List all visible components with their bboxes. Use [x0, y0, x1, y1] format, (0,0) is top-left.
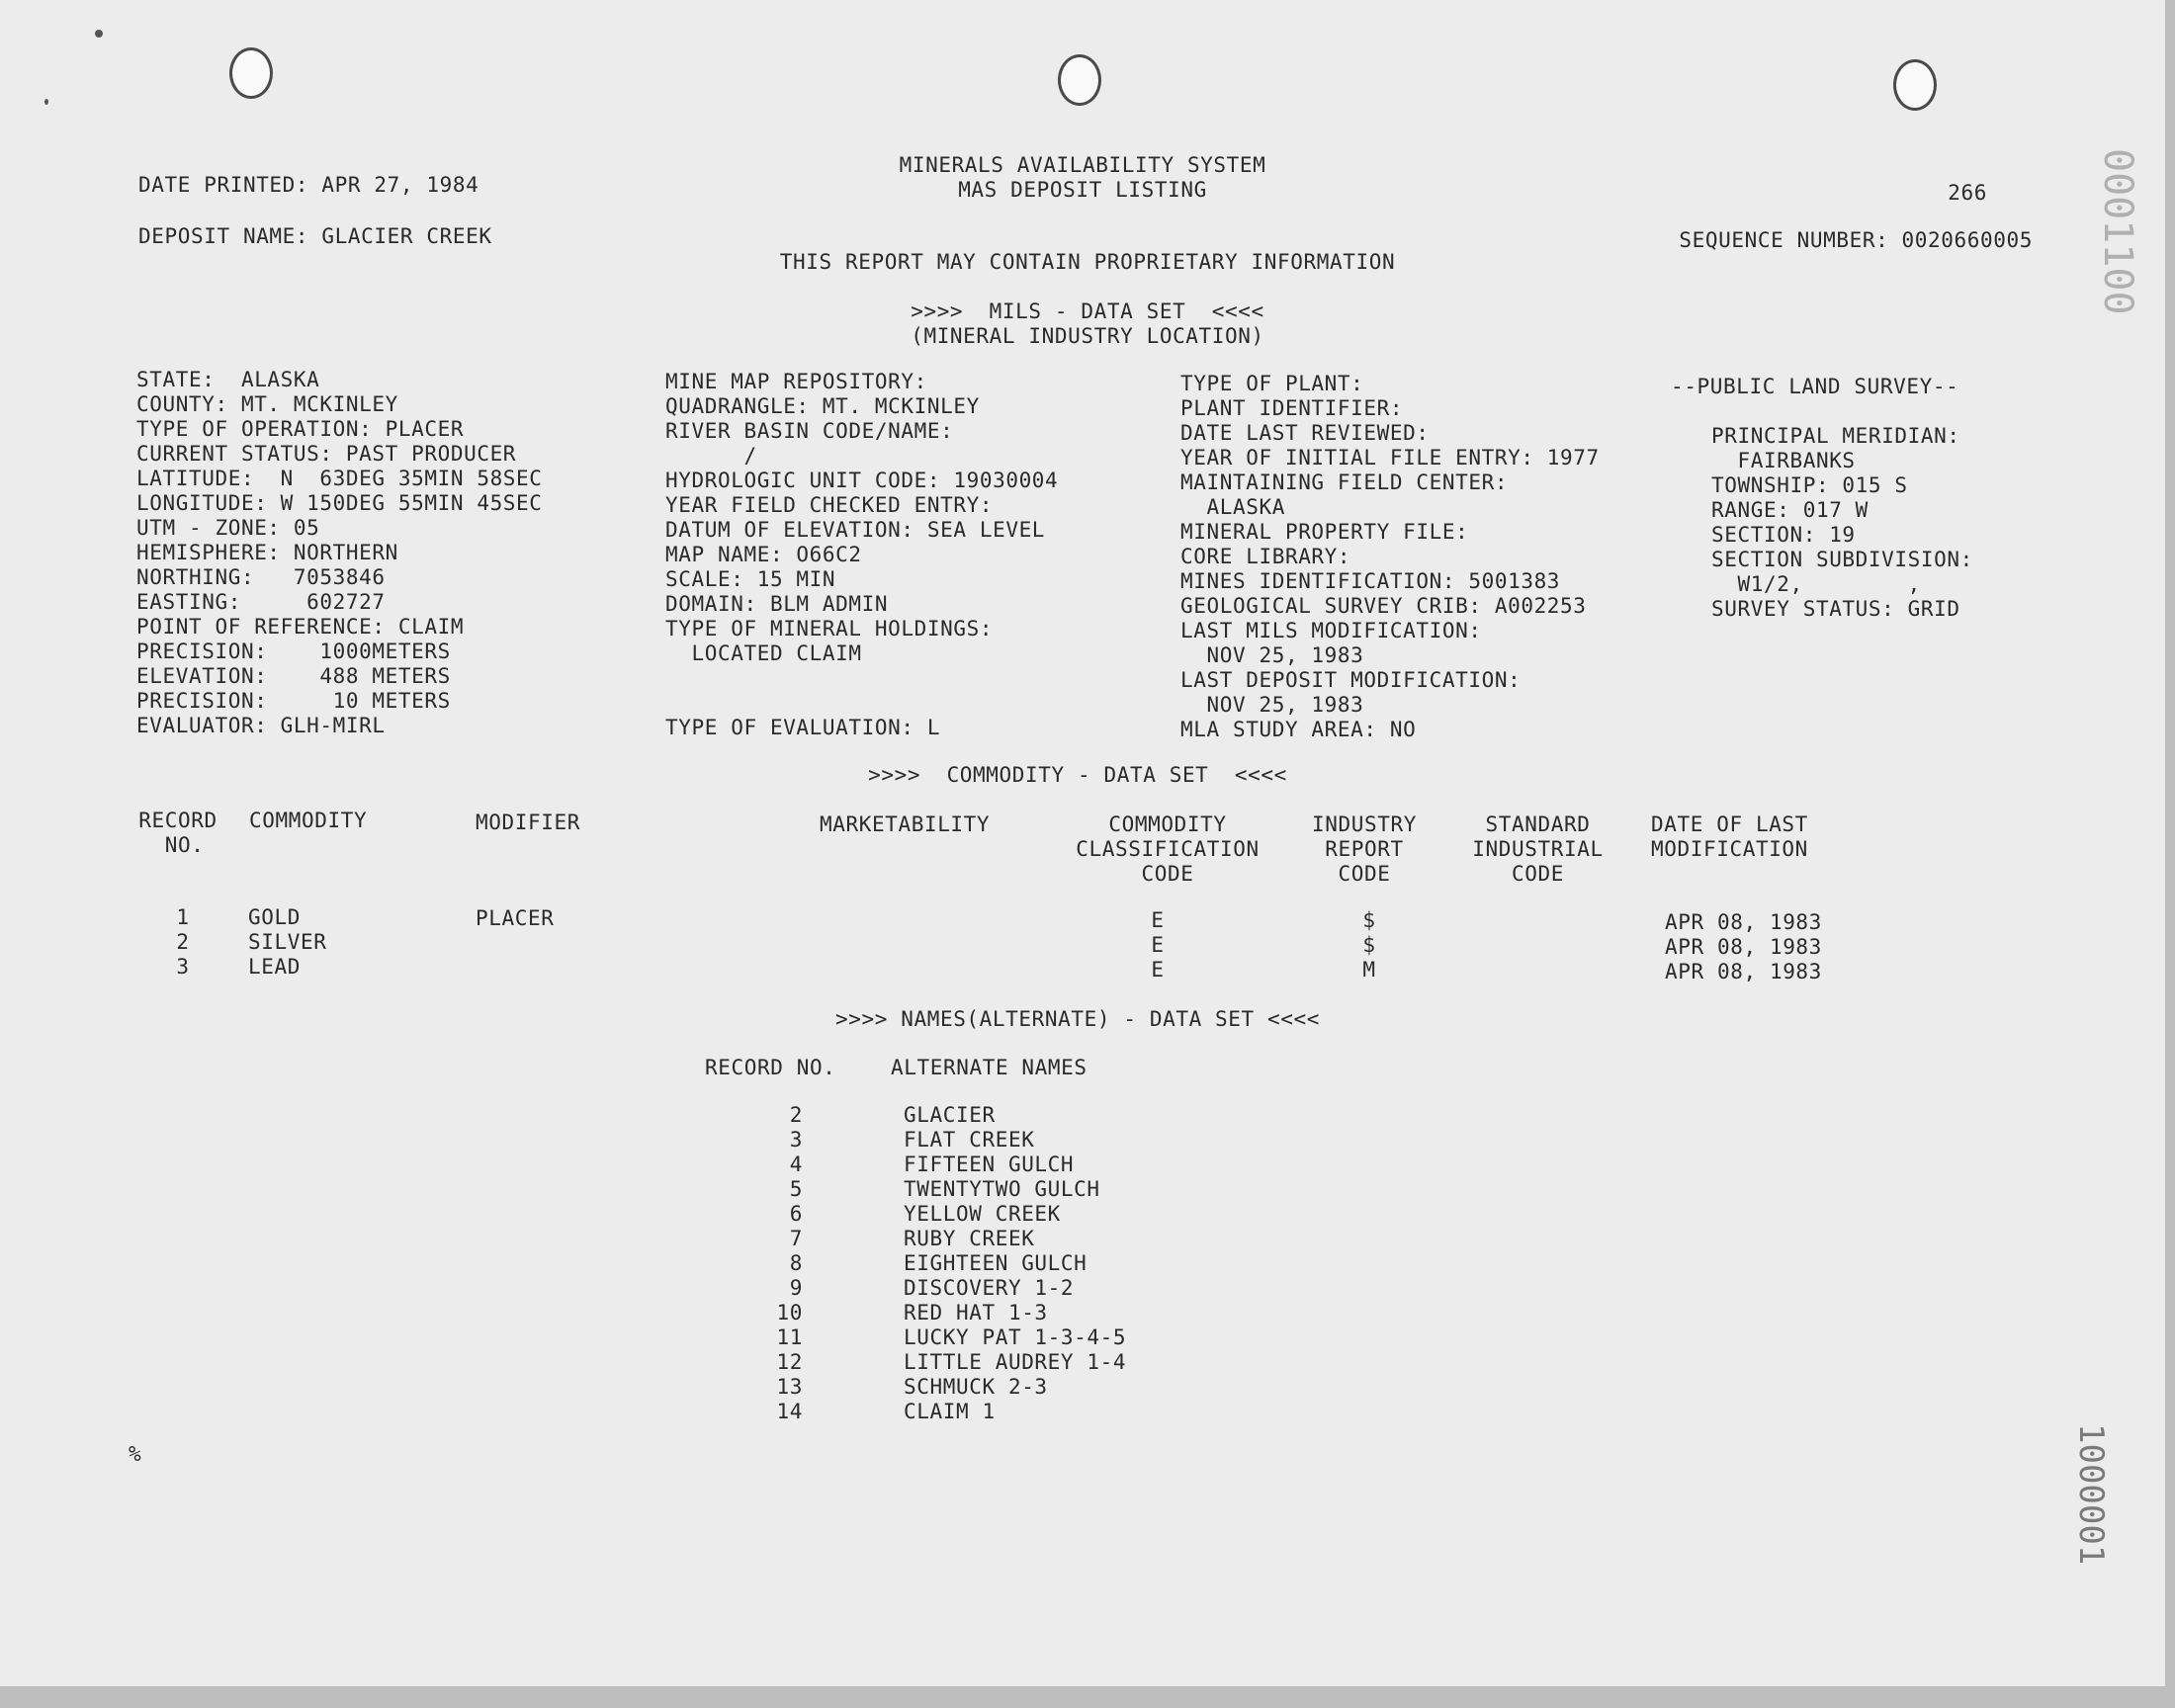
date-modification-header: DATE OF LAST MODIFICATION — [1651, 812, 1808, 861]
evaluator-line: EVALUATOR: GLH-MIRL — [136, 714, 386, 737]
record-number: 3 — [176, 955, 190, 979]
names-title: >>>> NAMES(ALTERNATE) - DATA SET <<<< — [835, 1007, 1320, 1031]
reference-point-line: POINT OF REFERENCE: CLAIM — [136, 615, 465, 639]
edge-stamp: 1000001 — [2071, 1423, 2111, 1566]
page-number: 266 — [1948, 181, 1987, 205]
subdivision-value: W1/2, , — [1711, 572, 1921, 596]
percent-mark: % — [129, 1442, 142, 1466]
alternate-name: FIFTEEN GULCH — [904, 1153, 1075, 1176]
alternate-name: DISCOVERY 1-2 — [904, 1276, 1075, 1300]
alternate-name: LUCKY PAT 1-3-4-5 — [904, 1325, 1127, 1349]
holdings-value: LOCATED CLAIM — [665, 641, 862, 665]
industry-code-header: INDUSTRY REPORT CODE — [1312, 812, 1417, 886]
mine-map-line: MINE MAP REPOSITORY: — [665, 370, 927, 393]
alternate-name: GLACIER — [904, 1103, 996, 1127]
mils-modification-line: LAST MILS MODIFICATION: — [1180, 619, 1482, 642]
proprietary-notice: THIS REPORT MAY CONTAIN PROPRIETARY INFORMATION — [779, 250, 1396, 274]
hydrologic-code-line: HYDROLOGIC UNIT CODE: 19030004 — [665, 469, 1059, 492]
land-survey-heading: --PUBLIC LAND SURVEY-- — [1671, 375, 1959, 398]
land-survey-column — [1711, 424, 1973, 622]
alternate-name: FLAT CREEK — [904, 1128, 1035, 1152]
precision-line: PRECISION: 1000METERS — [136, 640, 451, 663]
alternate-names-column — [904, 1103, 1126, 1424]
commodity-modifier: PLACER — [476, 906, 555, 930]
record-number: 11 — [776, 1325, 803, 1349]
alternate-name: TWENTYTWO GULCH — [904, 1177, 1100, 1201]
commodity-name: GOLD — [248, 905, 301, 929]
classification-header: COMMODITY CLASSIFICATION CODE — [1076, 812, 1260, 886]
plant-column — [1180, 372, 1600, 742]
classification-code: E — [1151, 908, 1165, 932]
alternate-name: RUBY CREEK — [904, 1227, 1035, 1250]
record-number: 7 — [789, 1227, 803, 1250]
mils-subtitle: (MINERAL INDUSTRY LOCATION) — [911, 324, 1264, 348]
record-number: 13 — [776, 1375, 803, 1399]
modification-date: APR 08, 1983 — [1665, 960, 1822, 983]
scan-speck — [95, 30, 103, 38]
survey-status-line: SURVEY STATUS: GRID — [1711, 597, 1960, 621]
commodity-name: SILVER — [248, 930, 327, 954]
elevation-datum-line: DATUM OF ELEVATION: SEA LEVEL — [665, 518, 1046, 542]
blank-line — [665, 691, 1058, 716]
deposit-modification-date: NOV 25, 1983 — [1180, 693, 1364, 717]
subdivision-line: SECTION SUBDIVISION: — [1711, 548, 1973, 571]
field-check-line: YEAR FIELD CHECKED ENTRY: — [665, 493, 994, 517]
mines-identification-line: MINES IDENTIFICATION: 5001383 — [1180, 569, 1561, 593]
blank-line — [665, 666, 1058, 691]
record-number: 6 — [789, 1202, 803, 1226]
elevation-line: ELEVATION: 488 METERS — [136, 664, 451, 688]
industry-code: $ — [1362, 908, 1376, 932]
record-number: 9 — [789, 1276, 803, 1300]
record-number: 4 — [789, 1153, 803, 1176]
record-number: 10 — [776, 1301, 803, 1324]
classification-code: E — [1151, 958, 1165, 982]
river-basin-line: RIVER BASIN CODE/NAME: — [665, 419, 954, 443]
system-title: MINERALS AVAILABILITY SYSTEM — [899, 153, 1266, 177]
industry-code: M — [1362, 958, 1376, 982]
location-column — [136, 368, 543, 738]
classification-code: E — [1151, 933, 1165, 957]
county-line: COUNTY: MT. MCKINLEY — [136, 392, 398, 416]
record-no-header: RECORD NO. — [138, 809, 218, 857]
scale-line: SCALE: 15 MIN — [665, 567, 836, 591]
precision-line: PRECISION: 10 METERS — [136, 689, 451, 713]
river-basin-value: / — [665, 444, 757, 468]
longitude-line: LONGITUDE: W 150DEG 55MIN 45SEC — [136, 491, 543, 515]
modification-date: APR 08, 1983 — [1665, 910, 1822, 934]
date-reviewed-line: DATE LAST REVIEWED: — [1180, 421, 1430, 445]
listing-title: MAS DEPOSIT LISTING — [958, 178, 1207, 202]
record-number: 12 — [776, 1350, 803, 1374]
alternate-name: CLAIM 1 — [904, 1400, 996, 1423]
map-name-line: MAP NAME: O66C2 — [665, 543, 862, 566]
record-number: 14 — [776, 1400, 803, 1423]
plant-identifier-line: PLANT IDENTIFIER: — [1180, 396, 1404, 420]
range-line: RANGE: 017 W — [1711, 498, 1869, 522]
easting-line: EASTING: 602727 — [136, 590, 386, 614]
alternate-name: SCHMUCK 2-3 — [904, 1375, 1048, 1399]
study-area-line: MLA STUDY AREA: NO — [1180, 718, 1417, 741]
alternate-name: LITTLE AUDREY 1-4 — [904, 1350, 1127, 1374]
record-number: 2 — [789, 1103, 803, 1127]
mils-modification-date: NOV 25, 1983 — [1180, 643, 1364, 667]
state-line: STATE: ALASKA — [136, 368, 320, 391]
hemisphere-line: HEMISPHERE: NORTHERN — [136, 541, 398, 564]
alternate-names-header: ALTERNATE NAMES — [891, 1056, 1088, 1079]
survey-crib-line: GEOLOGICAL SURVEY CRIB: A002253 — [1180, 594, 1587, 618]
deposit-name: DEPOSIT NAME: GLACIER CREEK — [138, 224, 492, 248]
quadrangle-line: QUADRANGLE: MT. MCKINLEY — [665, 394, 980, 418]
operation-type-line: TYPE OF OPERATION: PLACER — [136, 417, 465, 441]
field-center-value: ALASKA — [1180, 495, 1285, 519]
record-number: 5 — [789, 1177, 803, 1201]
township-line: TOWNSHIP: 015 S — [1711, 473, 1908, 497]
evaluation-type-line: TYPE OF EVALUATION: L — [665, 716, 941, 739]
record-number: 8 — [789, 1251, 803, 1275]
marketability-header: MARKETABILITY — [820, 812, 991, 836]
alternate-name: RED HAT 1-3 — [904, 1301, 1048, 1324]
punch-hole-left — [229, 47, 273, 99]
initial-entry-line: YEAR OF INITIAL FILE ENTRY: 1977 — [1180, 446, 1600, 470]
names-record-column — [753, 1103, 803, 1424]
industry-code: $ — [1362, 933, 1376, 957]
commodity-header: COMMODITY — [249, 809, 368, 832]
meridian-line: PRINCIPAL MERIDIAN: — [1711, 424, 1960, 448]
modification-date: APR 08, 1983 — [1665, 935, 1822, 959]
commodity-name: LEAD — [248, 955, 301, 979]
property-file-line: MINERAL PROPERTY FILE: — [1180, 520, 1469, 544]
utm-zone-line: UTM - ZONE: 05 — [136, 516, 320, 540]
record-number: 1 — [176, 905, 190, 929]
date-printed: DATE PRINTED: APR 27, 1984 — [138, 173, 479, 197]
record-number: 3 — [789, 1128, 803, 1152]
edge-stamp-top: 0001100 — [2095, 148, 2140, 315]
deposit-modification-line: LAST DEPOSIT MODIFICATION: — [1180, 668, 1522, 692]
modifier-header: MODIFIER — [476, 811, 580, 834]
standard-code-header: STANDARD INDUSTRIAL CODE — [1472, 812, 1604, 886]
scan-speck — [44, 99, 48, 105]
alternate-name: EIGHTEEN GULCH — [904, 1251, 1088, 1275]
field-center-line: MAINTAINING FIELD CENTER: — [1180, 470, 1509, 494]
record-number: 2 — [176, 930, 190, 954]
holdings-type-line: TYPE OF MINERAL HOLDINGS: — [665, 617, 994, 640]
plant-type-line: TYPE OF PLANT: — [1180, 372, 1364, 395]
map-column — [665, 370, 1058, 740]
northing-line: NORTHING: 7053846 — [136, 565, 386, 589]
names-record-header: RECORD NO. — [705, 1056, 836, 1079]
commodity-title: >>>> COMMODITY - DATA SET <<<< — [868, 763, 1287, 787]
section-line: SECTION: 19 — [1711, 523, 1856, 547]
sequence-number: SEQUENCE NUMBER: 0020660005 — [1679, 228, 2033, 252]
meridian-value: FAIRBANKS — [1711, 449, 1856, 472]
latitude-line: LATITUDE: N 63DEG 35MIN 58SEC — [136, 467, 543, 490]
core-library-line: CORE LIBRARY: — [1180, 545, 1351, 568]
mils-title: >>>> MILS - DATA SET <<<< — [911, 299, 1264, 323]
punch-hole-center — [1058, 54, 1101, 106]
domain-line: DOMAIN: BLM ADMIN — [665, 592, 889, 616]
punch-hole-right — [1893, 59, 1937, 111]
alternate-name: YELLOW CREEK — [904, 1202, 1061, 1226]
current-status-line: CURRENT STATUS: PAST PRODUCER — [136, 442, 517, 466]
